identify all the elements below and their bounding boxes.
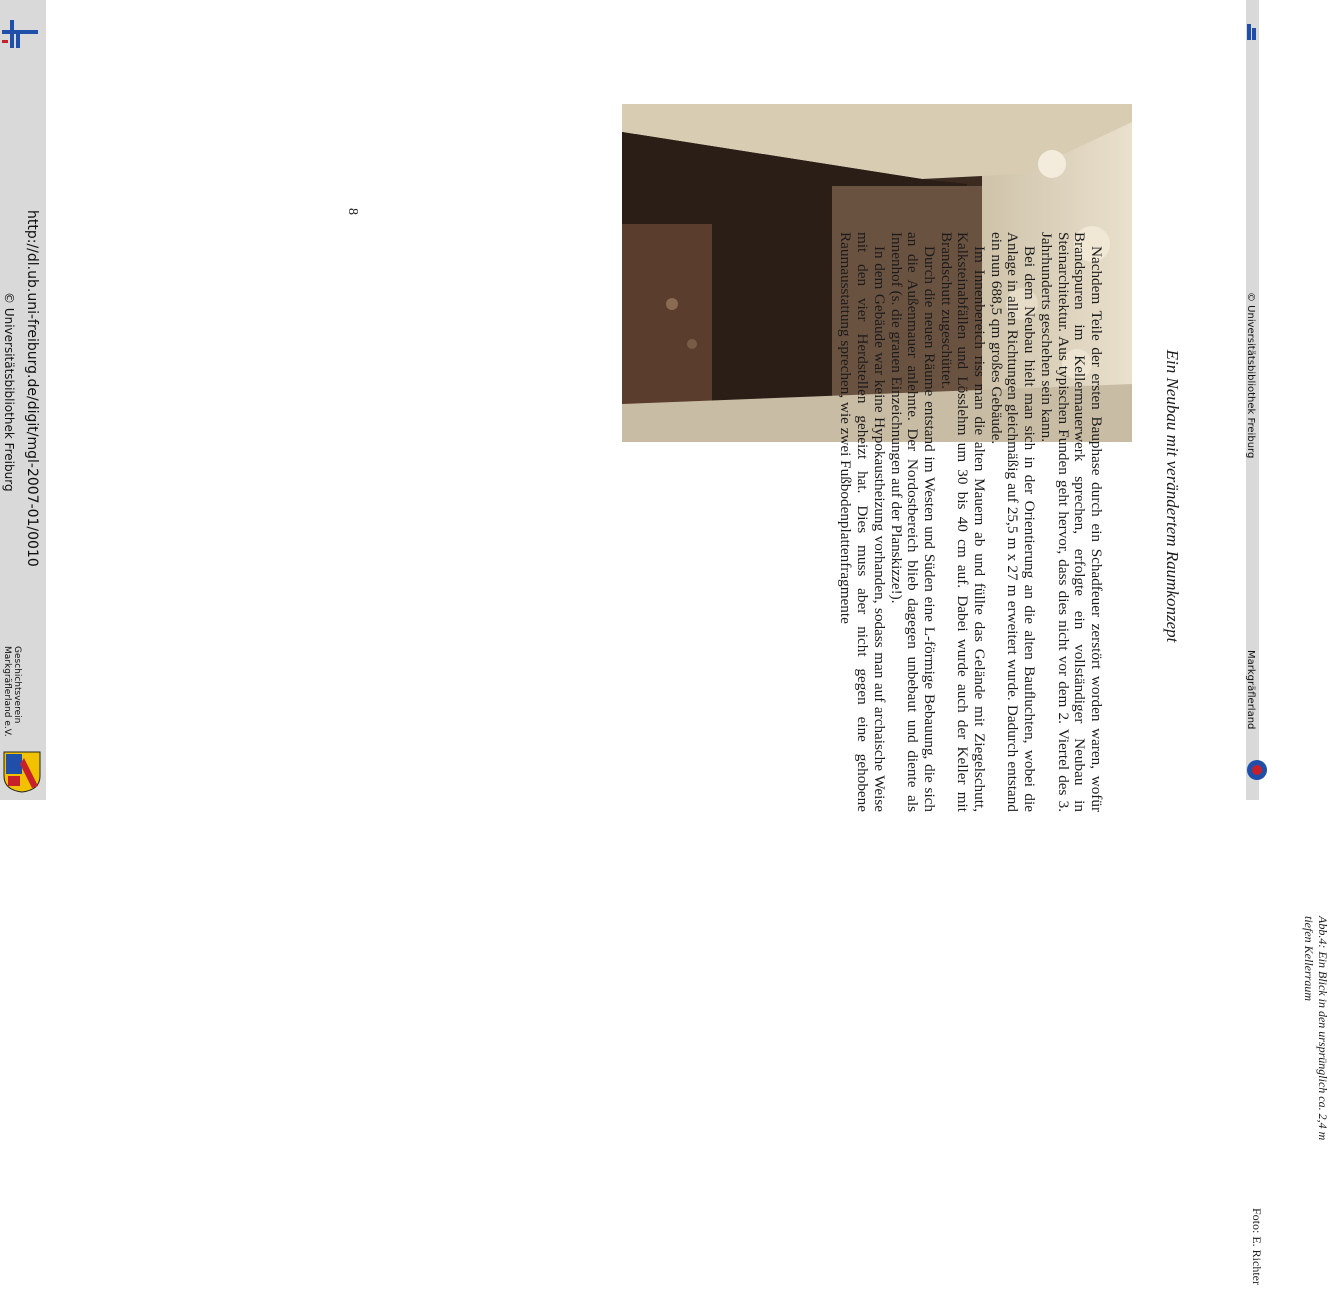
sponsor-name [2,646,22,737]
library-logo-icon [2,18,38,50]
copyright-notice: © Universitätsbibliothek Freiburg [2,292,16,492]
paragraph: Durch die neuen Räume entstand im Westen und Süden eine L-förmige Bebauung, die sich an die Außenmauer anlehnte. Der Nordostbereich blieb dagegen unbebaut und diente als Innenhof (s. die grauen Einzeichnungen auf der Planskizze!). [887,232,938,812]
paragraph: In dem Gebäude war keine Hypokaustheizung vorhanden, sodass man auf archaische Weise mit den vier Herdstellen geheizt hat. Dies muss aber nicht gegen eine gehobene Raumausstattung sprechen, wie zwei Fußbodenplattenfragmente [837,232,888,812]
right-copyright: © Universitätsbibliothek Freiburg [1245,292,1256,459]
library-logo-icon [1247,22,1257,42]
seal-icon [1247,752,1259,788]
paragraph: Im Innenbereich riss man die alten Mauern ab und füllte das Gelände mit Ziegelschutt, Kalksteinabfällen und Lösslehm um 30 bis 40 cm auf. Dabei wurde auch der Keller mit Brandschutt zugeschüttet. [937,232,989,812]
document-url[interactable]: http://dl.ub.uni-freiburg.de/digit/mgl-2007-01/0010 [24,210,40,567]
figure-caption: Abb.4: Ein Blick in den ursprünglich ca. 2,4 m tiefen Kellerraum [1302,916,1330,1141]
left-sidebar [0,0,46,800]
sponsor-line-1: Geschichtsverein [12,646,22,724]
photo-credit: Foto: E. Richter [1250,1208,1264,1285]
sponsor-line-2: Markgräflerland e.V. [2,646,12,737]
paragraph: Bei dem Neubau hielt man sich in der Orientierung an die alten Bauﬂuchten, wobei die Anlage in allen Richtungen gleichmäßig auf 25,5 m x 27 m erweitert wurde. Dadurch entstand ein nun 688,5 qm großes Gebäude. [987,232,1039,812]
body-text [837,232,1104,812]
coat-of-arms-icon [2,750,42,794]
right-sponsor: Markgräflerland [1245,650,1256,730]
page-number: 8 [345,208,360,215]
paragraph: Nachdem Teile der ersten Bauphase durch ein Schadfeuer zerstört worden waren, wofür Brandspuren im Kellermauerwerk sprechen, erfolgte ein vollständiger Neubau in Steinarchitektur. Aus typischen Funden geht hervor, dass dies nicht vor dem 2. Viertel des 3. Jahrhunderts geschehen sein kann. [1037,232,1105,812]
section-heading: Ein Neubau mit verändertem Raumkonzept [1163,349,1182,643]
